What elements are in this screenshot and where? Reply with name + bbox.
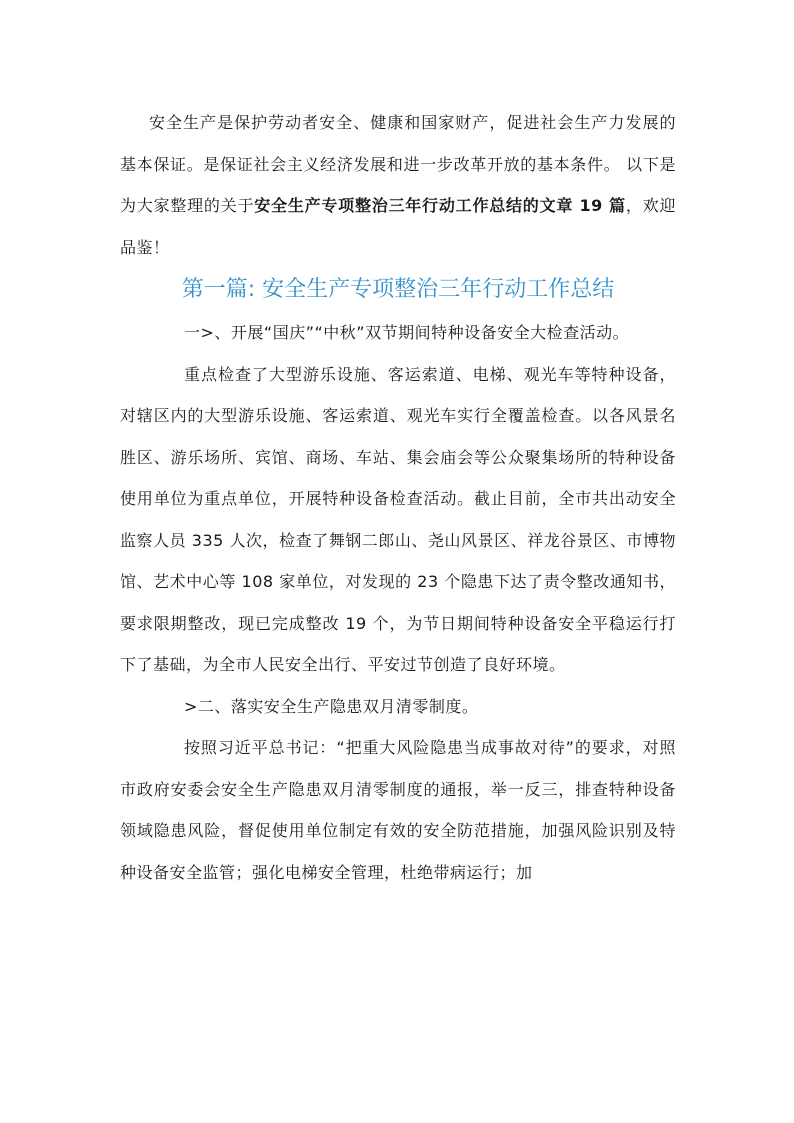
document-body	[120, 102, 676, 893]
article-heading: 第一篇: 安全生产专项整治三年行动工作总结	[181, 277, 615, 302]
intro-closing: ，欢迎品鉴！	[120, 196, 676, 257]
section-heading-1: 一>、开展“国庆”“中秋”双节期间特种设备安全大检查活动。	[184, 323, 630, 342]
intro-bold-title: 安全生产专项整治三年行动工作总结的文章 19 篇	[254, 196, 626, 215]
intro-text: 安全生产是保护劳动者安全、健康和国家财产，促进社会生产力发展的基本保证。是保证社会主义经济发展和进一步改革开放的基本条件。 以下是为大家整理的关于	[120, 113, 676, 215]
section-heading-2: >二、落实安全生产隐患双月清零制度。	[184, 696, 479, 716]
body-paragraph-2: 按照习近平总书记：“把重大风险隐患当成事故对待”的要求，对照市政府安委会安全生产隐患双月清零制度的通报，举一反三，排查特种设备领域隐患风险，督促使用单位制定有效的安全防范措施，加强风险识别及特种设备安全监管；强化电梯安全管理，杜绝带病运行；加	[120, 738, 676, 882]
body-paragraph-1: 重点检查了大型游乐设施、客运索道、电梯、观光车等特种设备，对辖区内的大型游乐设施、客运索道、观光车实行全覆盖检查。以各风景名胜区、游乐场所、宾馆、商场、车站、集会庙会等公众聚集场所的特种设备使用单位为重点单位，开展特种设备检查活动。截止目前，全市共出动安全监察人员 335 人次，检查了舞钢二郎山、尧山风景区、祥龙谷景区、市博物馆、艺术中心等 108 家单位，对发现的 23 个隐患下达了责令整改通知书，要求限期整改，现已完成整改 19 个，为节日期间特种设备安全平稳运行打下了基础，为全市人民安全出行、平安过节创造了良好环境。	[120, 364, 676, 674]
intro-paragraph	[120, 102, 676, 268]
